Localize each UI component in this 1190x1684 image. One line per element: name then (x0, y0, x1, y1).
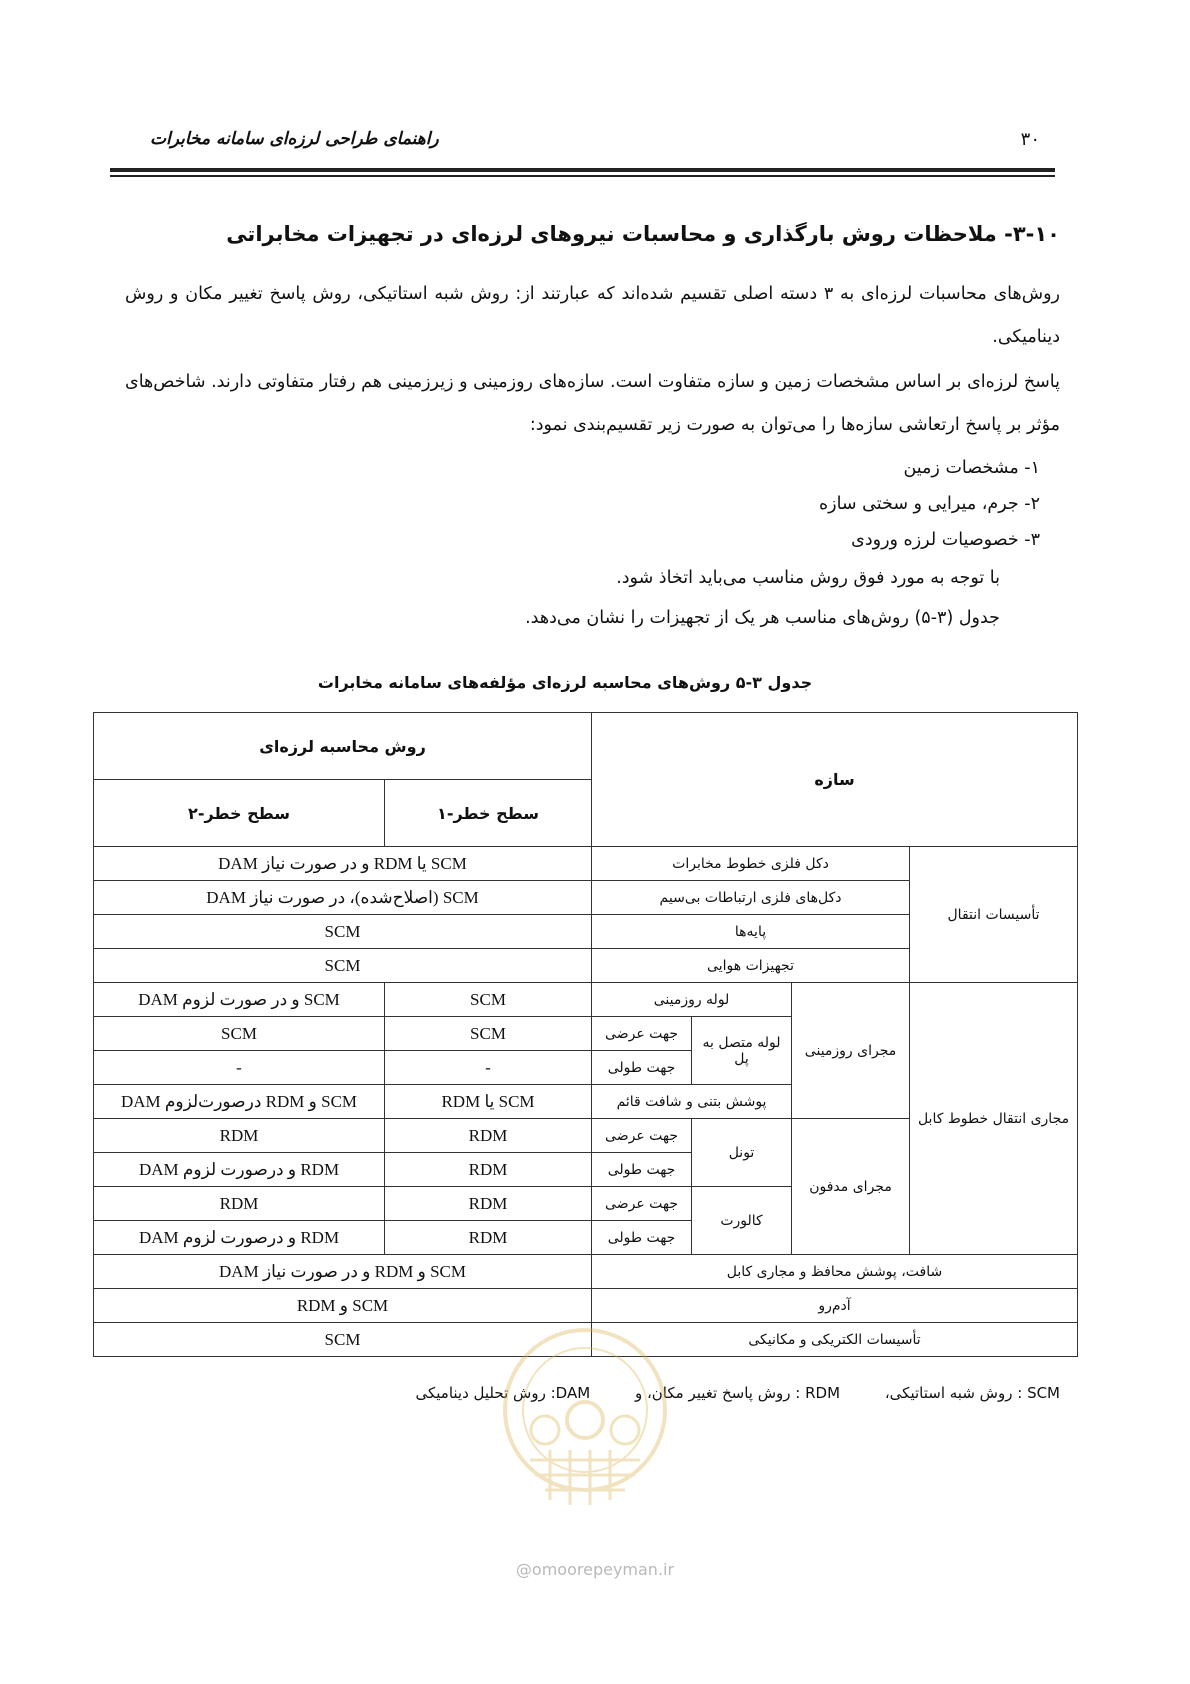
legend-rdm: RDM : روش پاسخ تغییر مکان، و (634, 1384, 841, 1402)
header-level1: سطح خطر-۱ (385, 780, 592, 847)
table-cell-direction: جهت طولی (592, 1221, 692, 1255)
seismic-methods-table (93, 712, 1078, 1357)
table-cell-direction: جهت عرضی (592, 1017, 692, 1051)
table-cell-level1: RDM (385, 1119, 592, 1153)
table-cell-level2: RDM (94, 1119, 385, 1153)
header-method: روش محاسبه لرزه‌ای (94, 713, 592, 780)
table-cell-level2: RDM و درصورت لزوم DAM (94, 1221, 385, 1255)
table-cell-level2: - (94, 1051, 385, 1085)
table-cell-item: آدم‌رو (592, 1289, 1078, 1323)
factor-list (819, 450, 1040, 558)
note-method-selection: با توجه به مورد فوق روش مناسب می‌باید اتخاذ شود. (616, 568, 1000, 588)
table-cell-method: SCM (اصلاح‌شده)، در صورت نیاز DAM (94, 881, 592, 915)
item-tunnel: تونل (692, 1119, 792, 1187)
table-cell-item: پوشش بتنی و شافت قائم (592, 1085, 792, 1119)
table-legend (375, 1384, 1060, 1402)
table-cell-level2: SCM و در صورت لزوم DAM (94, 983, 385, 1017)
list-item: ۱- مشخصات زمین (903, 458, 1040, 478)
table-cell-direction: جهت عرضی (592, 1187, 692, 1221)
watermark-url: @omoorepeyman.ir (515, 1560, 675, 1579)
list-item: ۲- جرم، میرایی و سختی سازه (818, 494, 1040, 514)
item-culvert: کالورت (692, 1187, 792, 1255)
header-rule-thick (110, 168, 1055, 172)
subgroup-buried: مجرای مدفون (792, 1119, 910, 1255)
table-cell-level1: SCM یا RDM (385, 1085, 592, 1119)
table-cell-level2: SCM (94, 1017, 385, 1051)
table-cell-method: SCM (94, 1323, 592, 1357)
table-cell-level2: RDM (94, 1187, 385, 1221)
table-cell-item: تأسیسات الکتریکی و مکانیکی (592, 1323, 1078, 1357)
table-cell-level2: RDM و درصورت لزوم DAM (94, 1153, 385, 1187)
note-table-reference: جدول (۳-۵) روش‌های مناسب هر یک از تجهیزات را نشان می‌دهد. (525, 608, 1000, 628)
legend-dam: DAM: روش تحلیل دینامیکی (415, 1384, 591, 1402)
table-cell-method: SCM و RDM (94, 1289, 592, 1323)
table-cell-level1: RDM (385, 1221, 592, 1255)
table-cell-direction: جهت طولی (592, 1051, 692, 1085)
table-cell-method: SCM (94, 915, 592, 949)
table-cell-item: دکل‌های فلزی ارتباطات بی‌سیم (592, 881, 910, 915)
subgroup-above-ground: مجرای روزمینی (792, 983, 910, 1119)
legend-scm: SCM : روش شبه استاتیکی، (884, 1384, 1060, 1402)
paragraph-response: پاسخ لرزه‌ای بر اساس مشخصات زمین و سازه متفاوت است. سازه‌های روزمینی و زیرزمینی هم رفتار متفاوتی دارند. شاخص‌های مؤثر بر پاسخ ارتعاشی سازه‌ها را می‌توان به صورت زیر تقسیم‌بندی نمود: (125, 372, 1060, 435)
table-cell-item: لوله روزمینی (592, 983, 792, 1017)
header-level2: سطح خطر-۲ (94, 780, 385, 847)
table-cell-level1: SCM (385, 983, 592, 1017)
item-bridge-pipe: لوله متصل به پل (692, 1017, 792, 1085)
section-heading: ۳-۱۰- ملاحظات روش بارگذاری و محاسبات نیروهای لرزه‌ای در تجهیزات مخابراتی (226, 222, 1060, 246)
table-cell-direction: جهت طولی (592, 1153, 692, 1187)
table-cell-item: پایه‌ها (592, 915, 910, 949)
table-cell-level1: RDM (385, 1187, 592, 1221)
paragraph-methods: روش‌های محاسبات لرزه‌ای به ۳ دسته اصلی تقسیم شده‌اند که عبارتند از: روش شبه استاتیکی، روش پاسخ تغییر مکان و روش دینامیکی. (125, 284, 1060, 347)
list-item: ۳- خصوصیات لرزه ورودی (851, 530, 1040, 550)
table-cell-method: SCM (94, 949, 592, 983)
header-rule-thin (110, 175, 1055, 177)
table-cell-method: SCM یا RDM و در صورت نیاز DAM (94, 847, 592, 881)
header-structure: سازه (592, 713, 1078, 847)
table-caption: جدول ۳-۵ روش‌های محاسبه لرزه‌ای مؤلفه‌های سامانه مخابرات (317, 673, 813, 692)
group-cable-conduits: مجاری انتقال خطوط کابل (910, 983, 1078, 1255)
running-header-title: راهنمای طراحی لرزه‌ای سامانه مخابرات (150, 129, 439, 149)
table-cell-level1: SCM (385, 1017, 592, 1051)
group-transmission: تأسیسات انتقال (910, 847, 1078, 983)
table-cell-method: SCM و RDM و در صورت نیاز DAM (94, 1255, 592, 1289)
table-cell-level1: RDM (385, 1153, 592, 1187)
table-cell-item: شافت، پوشش محافظ و مجاری کابل (592, 1255, 1078, 1289)
table-cell-item: تجهیزات هوایی (592, 949, 910, 983)
page-number: ۳۰ (1020, 129, 1040, 150)
table-cell-level1: - (385, 1051, 592, 1085)
table-cell-level2: SCM و RDM درصورت‌لزوم DAM (94, 1085, 385, 1119)
table-cell-direction: جهت عرضی (592, 1119, 692, 1153)
watermark-seal-icon (490, 1300, 680, 1560)
table-cell-item: دکل فلزی خطوط مخابرات (592, 847, 910, 881)
